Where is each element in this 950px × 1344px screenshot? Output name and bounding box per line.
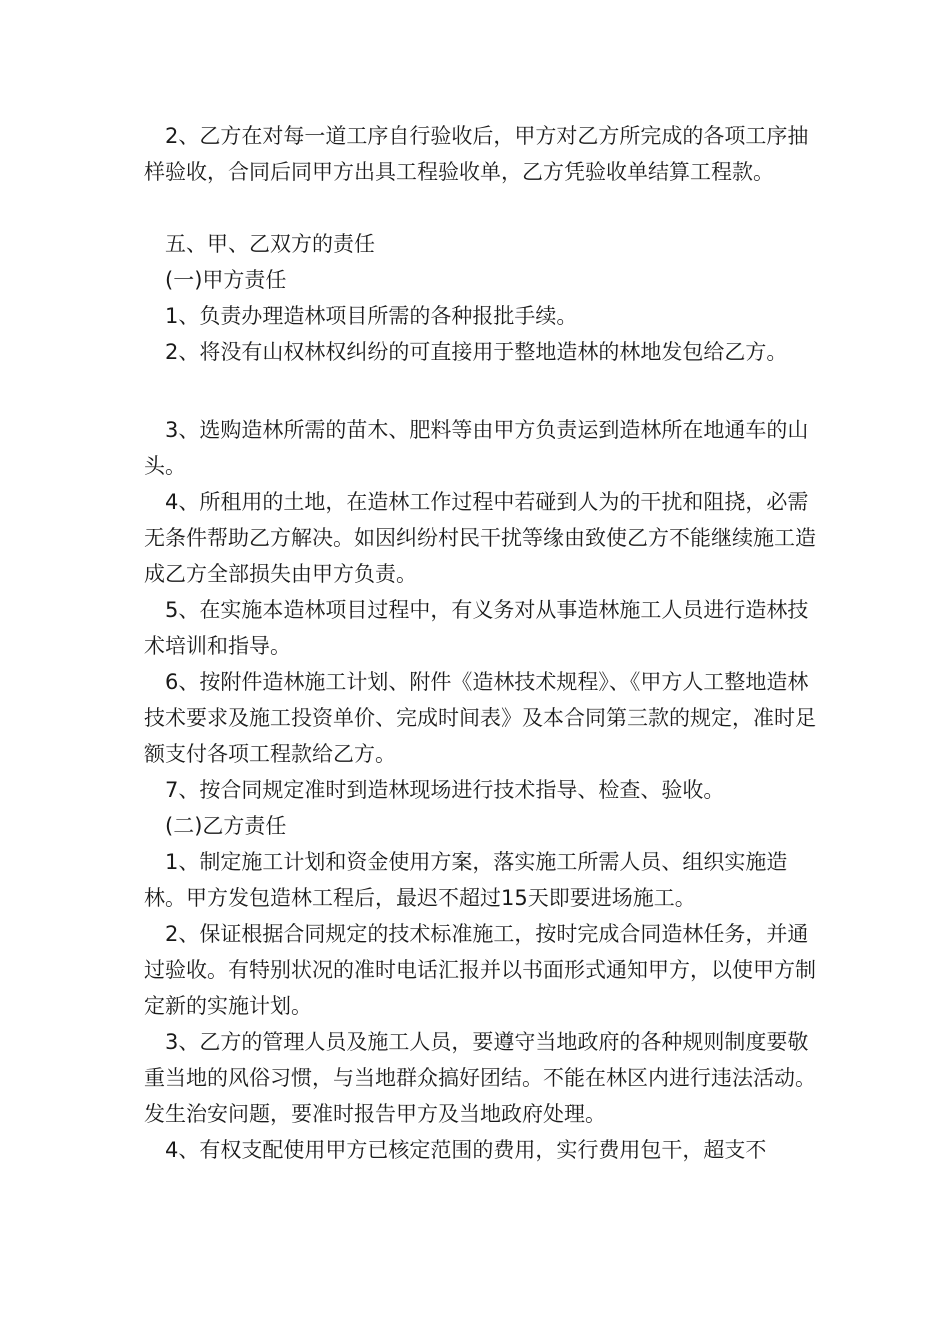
paragraph-b-3: 3、乙方的管理人员及施工人员，要遵守当地政府的各种规则制度要敬重当地的风俗习惯，与当地群众搞好团结。不能在林区内进行违法活动。发生治安问题，要准时报告甲方及当地政府处理。: [144, 1030, 816, 1126]
paragraph-a-6: 6、按附件造林施工计划、附件《造林技术规程》、《甲方人工整地造林技术要求及施工投资单价、完成时间表》及本合同第三款的规定，准时足额支付各项工程款给乙方。: [144, 670, 816, 766]
paragraph-a-1: 1、负责办理造林项目所需的各种报批手续。: [165, 304, 578, 328]
paragraph-a-4: 4、所租用的土地，在造林工作过程中若碰到人为的干扰和阻挠，必需无条件帮助乙方解决。如因纠纷村民干扰等缘由致使乙方不能继续施工造成乙方全部损失由甲方负责。: [144, 490, 816, 586]
paragraph-a-2: 2、将没有山权林权纠纷的可直接用于整地造林的林地发包给乙方。: [165, 340, 788, 364]
paragraph-b-1: 1、制定施工计划和资金使用方案，落实施工所需人员、组织实施造林。甲方发包造林工程后，最迟不超过15天即要进场施工。: [144, 850, 788, 910]
paragraph-a-3: 3、选购造林所需的苗木、肥料等由甲方负责运到造林所在地通车的山头。: [144, 418, 809, 478]
subsection-heading-party-b: (二)乙方责任: [165, 814, 287, 838]
section-heading-responsibilities: 五、甲、乙双方的责任: [165, 232, 375, 256]
paragraph-acceptance: 2、乙方在对每一道工序自行验收后，甲方对乙方所完成的各项工序抽样验收，合同后同甲方出具工程验收单，乙方凭验收单结算工程款。: [144, 124, 809, 184]
paragraph-b-2: 2、保证根据合同规定的技术标准施工，按时完成合同造林任务，并通过验收。有特别状况的准时电话汇报并以书面形式通知甲方，以使甲方制定新的实施计划。: [144, 922, 816, 1018]
paragraph-a-5: 5、在实施本造林项目过程中，有义务对从事造林施工人员进行造林技术培训和指导。: [144, 598, 809, 658]
paragraph-a-7: 7、按合同规定准时到造林现场进行技术指导、检查、验收。: [165, 778, 725, 802]
paragraph-b-4: 4、有权支配使用甲方已核定范围的费用，实行费用包干，超支不: [165, 1138, 767, 1162]
subsection-heading-party-a: (一)甲方责任: [165, 268, 287, 292]
